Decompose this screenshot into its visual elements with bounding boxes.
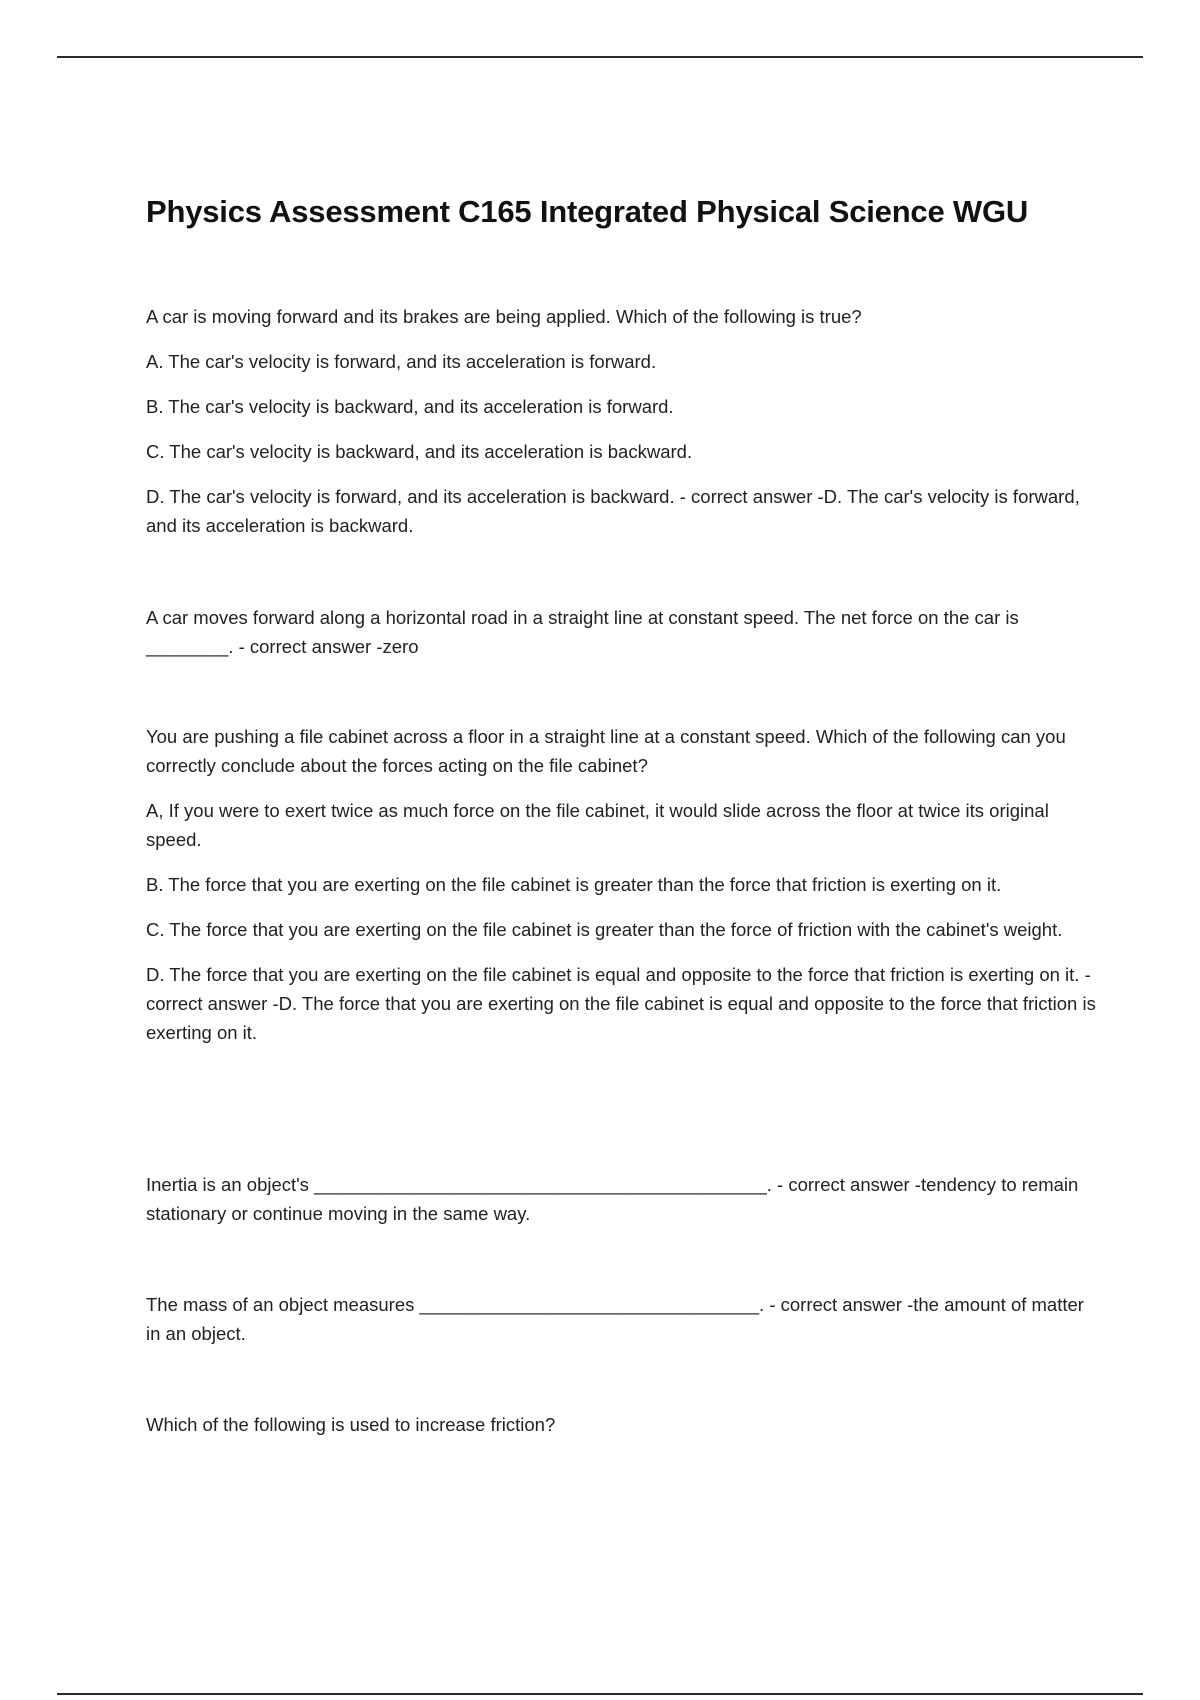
question-text: You are pushing a file cabinet across a floor in a straight line at a constant speed. Which of the following can you correctly conclude about the forces acting on the file cabinet? [146, 726, 1066, 776]
question-text: A car moves forward along a horizontal road in a straight line at constant speed. The net force on the car is ________. - correct answer -zero [146, 607, 1019, 657]
option-a: A, If you were to exert twice as much force on the file cabinet, it would slide across the floor at twice its original speed. [146, 800, 1049, 850]
option-b: B. The car's velocity is backward, and its acceleration is forward. [146, 396, 674, 417]
question-block-6 [146, 1410, 1096, 1439]
question-block-3 [146, 722, 1096, 1047]
option-d-with-answer: D. The force that you are exerting on the file cabinet is equal and opposite to the force that friction is exerting on it. - correct answer -D. The force that you are exerting on the file cabinet is equal and opposite to the force that friction is exerting on it. [146, 964, 1096, 1043]
question-block-5 [146, 1290, 1096, 1348]
bottom-rule [57, 1693, 1143, 1695]
question-block-2 [146, 603, 1096, 661]
question-text: Inertia is an object's ____________________________________________. - correct answer -tendency to remain stationary or continue moving in the same way. [146, 1174, 1079, 1224]
question-text: Which of the following is used to increase friction? [146, 1414, 556, 1435]
option-c: C. The force that you are exerting on the file cabinet is greater than the force of friction with the cabinet's weight. [146, 919, 1063, 940]
option-b: B. The force that you are exerting on the file cabinet is greater than the force that friction is exerting on it. [146, 874, 1002, 895]
option-a: A. The car's velocity is forward, and its acceleration is forward. [146, 351, 657, 372]
question-block-1 [146, 302, 1096, 540]
question-block-4 [146, 1170, 1096, 1228]
top-rule [57, 56, 1143, 58]
option-c: C. The car's velocity is backward, and its acceleration is backward. [146, 441, 693, 462]
page-title: Physics Assessment C165 Integrated Physical Science WGU [146, 194, 1029, 229]
option-d-with-answer: D. The car's velocity is forward, and its acceleration is backward. - correct answer -D. The car's velocity is forward, and its acceleration is backward. [146, 486, 1080, 536]
question-text: The mass of an object measures _________________________________. - correct answer -the amount of matter in an object. [146, 1294, 1084, 1344]
question-text: A car is moving forward and its brakes are being applied. Which of the following is true? [146, 306, 862, 327]
